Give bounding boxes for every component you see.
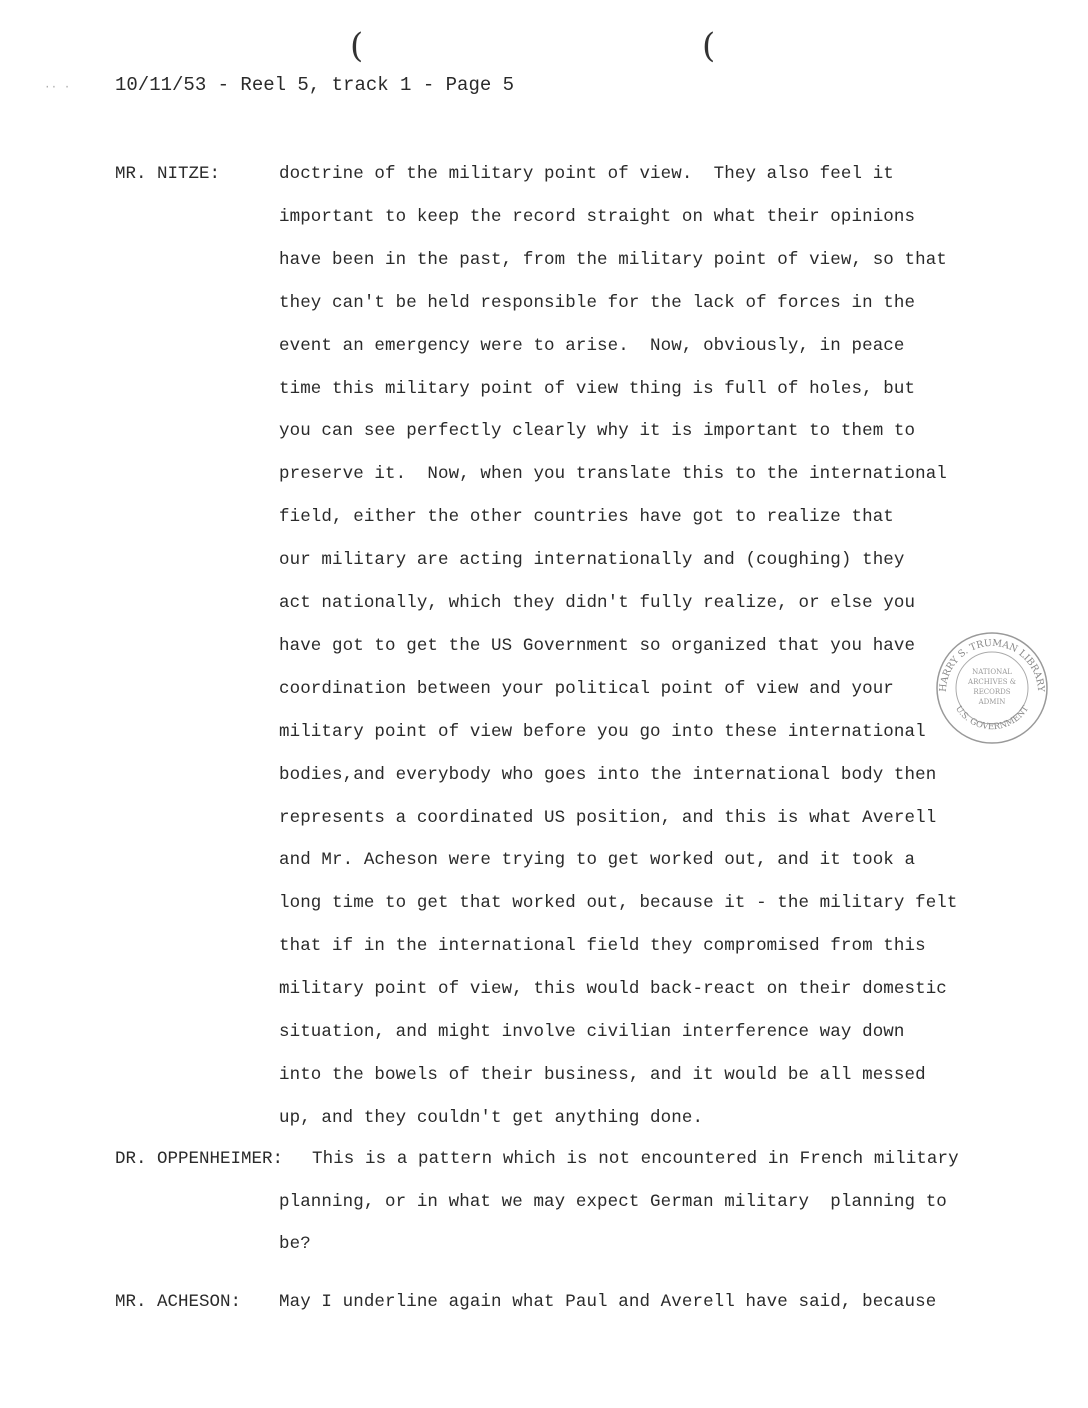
stamp-ring-text: HARRY S. TRUMAN LIBRARY	[937, 637, 1047, 693]
stamp-center-line: RECORDS	[973, 688, 1011, 696]
transcript-line: preserve it. Now, when you translate this to the international	[279, 464, 947, 485]
transcript-line: and Mr. Acheson were trying to get worked out, and it took a	[279, 850, 916, 871]
speaker-oppenheimer: DR. OPPENHEIMER:	[115, 1149, 284, 1169]
stamp-center-line: NATIONAL	[972, 668, 1012, 676]
transcript-line: field, either the other countries have got to realize that	[279, 507, 894, 528]
truman-library-stamp	[934, 630, 1050, 746]
margin-mark-left: (	[350, 26, 364, 66]
transcript-line: military point of view, this would back-react on their domestic	[279, 979, 947, 1000]
transcript-line: situation, and might involve civilian interference way down	[279, 1022, 905, 1042]
transcript-line: military point of view before you go into these international	[279, 721, 926, 742]
transcript-line: planning, or in what we may expect German military planning to	[279, 1191, 947, 1212]
stamp-center-line: ADMIN	[978, 698, 1006, 706]
smudge-mark: ·· ·	[44, 82, 71, 94]
speaker-nitze: MR. NITZE:	[115, 164, 221, 184]
page-header: 10/11/53 - Reel 5, track 1 - Page 5	[115, 74, 515, 96]
transcript-line: have been in the past, from the military point of view, so that	[279, 249, 947, 270]
transcript-line: into the bowels of their business, and it would be all messed	[279, 1064, 926, 1085]
margin-mark-right: (	[702, 26, 716, 66]
transcript-line: coordination between your political point of view and your	[279, 678, 894, 699]
transcript-line: long time to get that worked out, because it - the military felt	[279, 893, 958, 914]
transcript-line: May I underline again what Paul and Averell have said, because	[279, 1292, 937, 1312]
transcript-line: bodies,and everybody who goes into the international body then	[279, 764, 937, 785]
transcript-line: event an emergency were to arise. Now, obviously, in peace	[279, 335, 905, 356]
transcript-line: doctrine of the military point of view. They also feel it	[279, 164, 894, 184]
transcript-line: you can see perfectly clearly why it is important to them to	[279, 421, 916, 442]
transcript-line: that if in the international field they compromised from this	[279, 936, 926, 957]
transcript-line: This is a pattern which is not encountered in French military	[312, 1149, 959, 1169]
transcript-line: they can't be held responsible for the lack of forces in the	[279, 292, 916, 313]
transcript-line: important to keep the record straight on what their opinions	[279, 206, 916, 227]
stamp-bottom-text: U.S. GOVERNMENT	[953, 704, 1031, 733]
transcript-line: act nationally, which they didn't fully realize, or else you	[279, 593, 916, 613]
transcript-line: our military are acting internationally and (coughing) they	[279, 550, 905, 571]
transcript-line: have got to get the US Government so organized that you have	[279, 635, 916, 656]
svg-text:U.S. GOVERNMENT	[953, 704, 1031, 732]
transcript-line: up, and they couldn't get anything done.	[279, 1107, 704, 1128]
stamp-center-line: ARCHIVES &	[968, 678, 1016, 686]
speaker-acheson: MR. ACHESON:	[115, 1292, 242, 1312]
transcript-line: time this military point of view thing is full of holes, but	[279, 378, 916, 399]
transcript-line: be?	[279, 1234, 311, 1254]
transcript-line: represents a coordinated US position, and this is what Averell	[279, 807, 937, 828]
